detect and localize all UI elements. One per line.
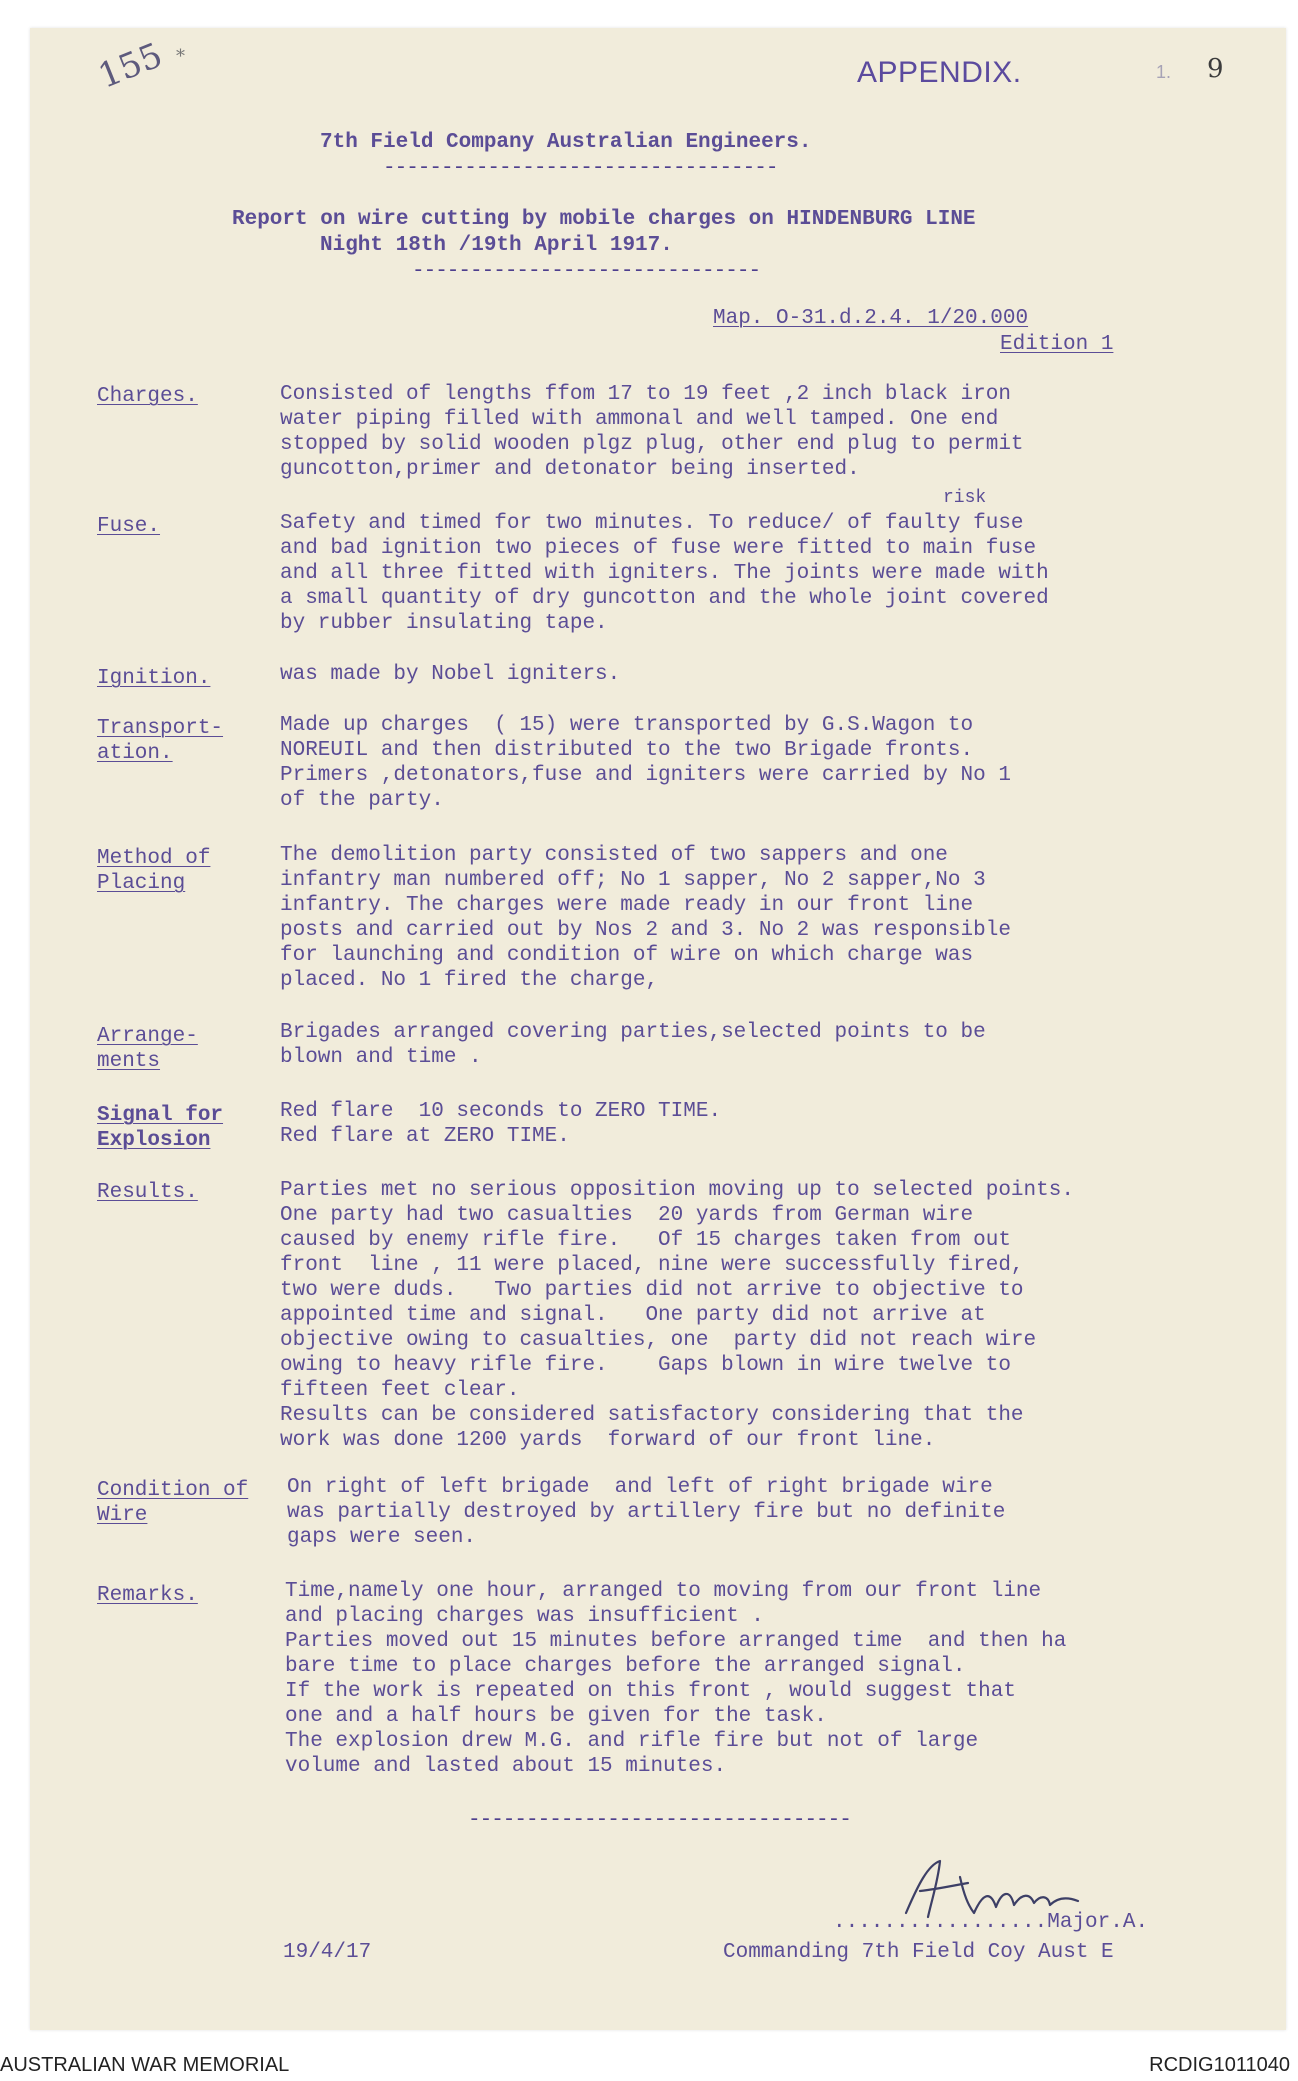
section-label-transportation: Transport-ation.: [97, 717, 224, 765]
text-line: posts and carried out by Nos 2 and 3. No 2 was responsible: [280, 919, 1011, 942]
appendix-mark: 1.: [1156, 62, 1172, 82]
text-line: was made by Nobel igniters.: [280, 663, 621, 686]
text-line: infantry. The charges were made ready in our front line: [280, 894, 974, 917]
text-line: Parties met no serious opposition moving up to selected points.: [280, 1179, 1074, 1202]
text-line: Red flare 10 seconds to ZERO TIME.: [280, 1100, 722, 1123]
text-line: objective owing to casualties, one party did not reach wire: [280, 1329, 1037, 1352]
section-body-arrangements: [280, 1020, 1240, 1070]
text-line: Made up charges ( 15) were transported by G.S.Wagon to: [280, 714, 974, 737]
text-line: Brigades arranged covering parties,selected points to be: [280, 1021, 986, 1044]
map-edition: Edition 1: [1000, 333, 1114, 356]
text-line: Safety and timed for two minutes. To reduce/ of faulty fuse: [280, 512, 1024, 535]
section-body-transportation: [280, 713, 1240, 813]
text-line: If the work is repeated on this front , would suggest that: [285, 1680, 1016, 1703]
section-label-signal-for-explosion: Signal for Explosion: [97, 1104, 224, 1152]
appendix-stamp: APPENDIX.: [857, 56, 1022, 89]
section-body-results: [280, 1178, 1240, 1453]
section-body-charges: [280, 382, 1240, 482]
text-line: a small quantity of dry guncotton and the whole joint covered: [280, 587, 1049, 610]
page-number: 9: [1207, 54, 1224, 84]
text-line: On right of left brigade and left of right brigade wire: [287, 1476, 993, 1499]
text-line: work was done 1200 yards forward of our front line.: [280, 1429, 936, 1452]
text-line: appointed time and signal. One party did not arrive at: [280, 1304, 986, 1327]
section-label-charges: Charges.: [97, 385, 198, 408]
text-line: placed. No 1 fired the charge,: [280, 969, 659, 992]
section-label-ignition: Ignition.: [97, 667, 211, 690]
text-line: and placing charges was insufficient .: [285, 1605, 764, 1628]
text-line: two were duds. Two parties did not arrive to objective to: [280, 1279, 1024, 1302]
report-title-line-2: Night 18th /19th April 1917.: [320, 234, 673, 257]
text-line: front line , 11 were placed, nine were successfully fired,: [280, 1254, 1024, 1277]
folio-number: 155: [92, 35, 169, 97]
heading-rule: ----------------------------------: [383, 157, 778, 180]
title-rule: ------------------------------: [412, 260, 761, 283]
text-line: infantry man numbered off; No 1 sapper, No 2 sapper,No 3: [280, 869, 986, 892]
text-line: Primers ,detonators,fuse and igniters were carried by No 1: [280, 764, 1011, 787]
folio-tick-mark: *: [176, 46, 185, 67]
text-line: Red flare at ZERO TIME.: [280, 1125, 570, 1148]
text-line: Parties moved out 15 minutes before arranged time and then ha: [285, 1630, 1067, 1653]
section-body-method-of-placing: [280, 843, 1240, 993]
archive-reference-id: RCDIG1011040: [1149, 2054, 1290, 2076]
archive-caption: AUSTRALIAN WAR MEMORIAL: [0, 2054, 290, 2076]
section-label-condition-of-wire: Condition of Wire: [97, 1479, 249, 1527]
text-line: and bad ignition two pieces of fuse were fitted to main fuse: [280, 537, 1037, 560]
section-body-ignition: [280, 662, 1240, 687]
text-line: owing to heavy rifle fire. Gaps blown in wire twelve to: [280, 1354, 1011, 1377]
text-line: guncotton,primer and detonator being inserted.: [280, 458, 860, 481]
section-label-remarks: Remarks.: [97, 1584, 198, 1607]
text-line: fifteen feet clear.: [280, 1379, 520, 1402]
text-line: caused by enemy rifle fire. Of 15 charges taken from out: [280, 1229, 1011, 1252]
text-line: water piping filled with ammonal and well tamped. One end: [280, 408, 999, 431]
text-line: Consisted of lengths ffom 17 to 19 feet ,2 inch black iron: [280, 383, 1011, 406]
text-line: blown and time .: [280, 1046, 482, 1069]
report-date: 19/4/17: [283, 1941, 372, 1964]
text-line: The demolition party consisted of two sappers and one: [280, 844, 948, 867]
signature-role: Commanding 7th Field Coy Aust E: [723, 1941, 1114, 1964]
text-line: Time,namely one hour, arranged to moving from our front line: [285, 1580, 1042, 1603]
text-line: NOREUIL and then distributed to the two Brigade fronts.: [280, 739, 974, 762]
text-line: bare time to place charges before the arranged signal.: [285, 1655, 966, 1678]
text-line: of the party.: [280, 789, 444, 812]
text-line: Results can be considered satisfactory considering that the: [280, 1404, 1024, 1427]
text-line: volume and lasted about 15 minutes.: [285, 1755, 727, 1778]
section-label-fuse: Fuse.: [97, 515, 161, 538]
report-title-line-1: Report on wire cutting by mobile charges on HINDENBURG LINE: [232, 208, 976, 231]
text-line: gaps were seen.: [287, 1526, 477, 1549]
text-line: stopped by solid wooden plgz plug, other end plug to permit: [280, 433, 1024, 456]
text-line: The explosion drew M.G. and rifle fire but not of large: [285, 1730, 979, 1753]
section-label-arrangements: Arrange-ments: [97, 1025, 198, 1073]
map-reference: Map. O-31.d.2.4. 1/20.000: [713, 307, 1029, 330]
section-body-remarks: [285, 1579, 1245, 1779]
section-body-condition-of-wire: [287, 1475, 1247, 1550]
text-line: by rubber insulating tape.: [280, 612, 608, 635]
section-label-results: Results.: [97, 1181, 198, 1204]
handwritten-insert-risk: risk: [943, 488, 987, 508]
text-line: for launching and condition of wire on which charge was: [280, 944, 974, 967]
section-body-signal-for-explosion: [280, 1099, 1240, 1149]
text-line: and all three fitted with igniters. The joints were made with: [280, 562, 1049, 585]
text-line: one and a half hours be given for the task.: [285, 1705, 827, 1728]
closing-rule: ---------------------------------: [468, 1809, 851, 1832]
section-label-method-of-placing: Method of Placing: [97, 847, 211, 895]
text-line: was partially destroyed by artillery fire but no definite: [287, 1501, 1006, 1524]
unit-heading: 7th Field Company Australian Engineers.: [320, 131, 812, 154]
text-line: One party had two casualties 20 yards from German wire: [280, 1204, 974, 1227]
signature-line: .................Major.A.: [833, 1911, 1149, 1934]
section-body-fuse: [280, 511, 1240, 636]
